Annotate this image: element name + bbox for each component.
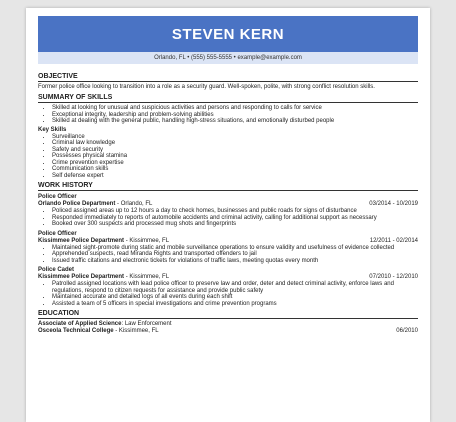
list-item: • Patrolled assigned locations with lead police officer to preserve law and order, deter and detect criminal activity, enforce laws and regulations, respond to citizen requests for assistance and provide public safety [52, 281, 418, 294]
job-dates: 03/2014 - 10/2019 [369, 201, 418, 207]
job-location: - Kissimmee, FL [124, 274, 170, 280]
degree-field: : Law Enforcement [121, 321, 172, 327]
list-item: • Skilled at dealing with the general public, handling high-stress situations, and emotionally disturbed people [52, 118, 418, 125]
job-employer: Kissimmee Police Department [38, 274, 125, 280]
resume-body [38, 70, 418, 335]
education-degree [38, 321, 418, 328]
resume-header [38, 16, 418, 64]
list-item: • Criminal law knowledge [52, 140, 418, 147]
job-entry [38, 194, 418, 228]
section-divider [38, 81, 418, 82]
list-item: • Responded immediately to reports of automobile accidents and criminal activity, calling for additional support as necessary [52, 215, 418, 222]
school-name: Osceola Technical College [38, 328, 114, 334]
section-title-work: WORK HISTORY [38, 182, 93, 189]
list-item: • Possesses physical stamina [52, 153, 418, 160]
section-divider [38, 190, 418, 191]
objective-text: Former police office looking to transition into a role as a security guard. Well-spoken, polite, with strong conflict resolution skills. [38, 84, 375, 90]
section-divider [38, 318, 418, 319]
candidate-name: STEVEN KERN [171, 26, 285, 43]
job-entry [38, 267, 418, 307]
list-item: • Skilled at looking for unusual and suspicious activities and persons and responding to calls for service [52, 105, 418, 112]
school-location: - Kissimmee, FL [113, 328, 159, 334]
list-item: • Crime prevention expertise [52, 160, 418, 167]
section-title-education: EDUCATION [38, 310, 80, 317]
job-employer: Orlando Police Department [38, 201, 116, 207]
job-title: Police Officer [38, 194, 77, 200]
job-location: - Orlando, FL [115, 201, 153, 207]
key-skills-list [38, 134, 418, 180]
list-item: • Maintained sight-promote during static and mobile surveillance operations to ensure validity and usefulness of evidence collected [52, 245, 418, 252]
section-divider [38, 102, 418, 103]
list-item: • Apprehended suspects, read Miranda Rights and transported offenders to jail [52, 251, 418, 258]
job-bullets [38, 208, 418, 228]
education-date: 06/2010 [396, 328, 418, 334]
list-item: • Surveillance [52, 134, 418, 141]
list-item: • Issued traffic citations and electronic tickets for violations of traffic laws, meeting quotas every month [52, 258, 418, 265]
list-item: • Self defense expert [52, 173, 418, 180]
job-entry [38, 231, 418, 265]
job-dates: 07/2010 - 12/2010 [369, 274, 418, 280]
job-location: - Kissimmee, FL [124, 237, 170, 244]
job-bullets [38, 245, 418, 265]
degree-label: Associate of Applied Science [38, 321, 122, 327]
list-item: • Assisted a team of 5 officers in special investigations and crime prevention programs [52, 301, 418, 308]
job-title: Police Cadet [38, 267, 75, 273]
job-employer: Kissimmee Police Department [38, 237, 125, 244]
section-title-skills: SUMMARY OF SKILLS [38, 94, 113, 101]
job-bullets [38, 281, 418, 307]
skills-list [38, 105, 418, 125]
list-item: • Policed assigned areas up to 12 hours a day to check homes, businesses and public roads for signs of disturbance [52, 208, 418, 215]
education-school [38, 328, 418, 335]
job-dates: 12/2011 - 02/2014 [369, 237, 418, 244]
list-item: • Safety and security [52, 147, 418, 154]
job-header [38, 238, 418, 245]
job-title: Police Officer [38, 230, 77, 237]
list-item: • Communication skills [52, 166, 418, 173]
contact-info: Orlando, FL • (555) 555-5555 • example@example.com [38, 52, 418, 64]
section-title-objective: OBJECTIVE [38, 73, 78, 80]
list-item: • Exceptional integrity, leadership and problem-solving abilities [52, 112, 418, 119]
list-item: • Maintained accurate and detailed logs of all events during each shift [52, 294, 418, 301]
resume-page [26, 8, 430, 422]
key-skills-title: Key Skills [38, 126, 67, 133]
job-header [38, 274, 418, 281]
job-header [38, 201, 418, 208]
list-item: • Booked over 300 suspects and processed mug shots and fingerprints [52, 221, 418, 228]
